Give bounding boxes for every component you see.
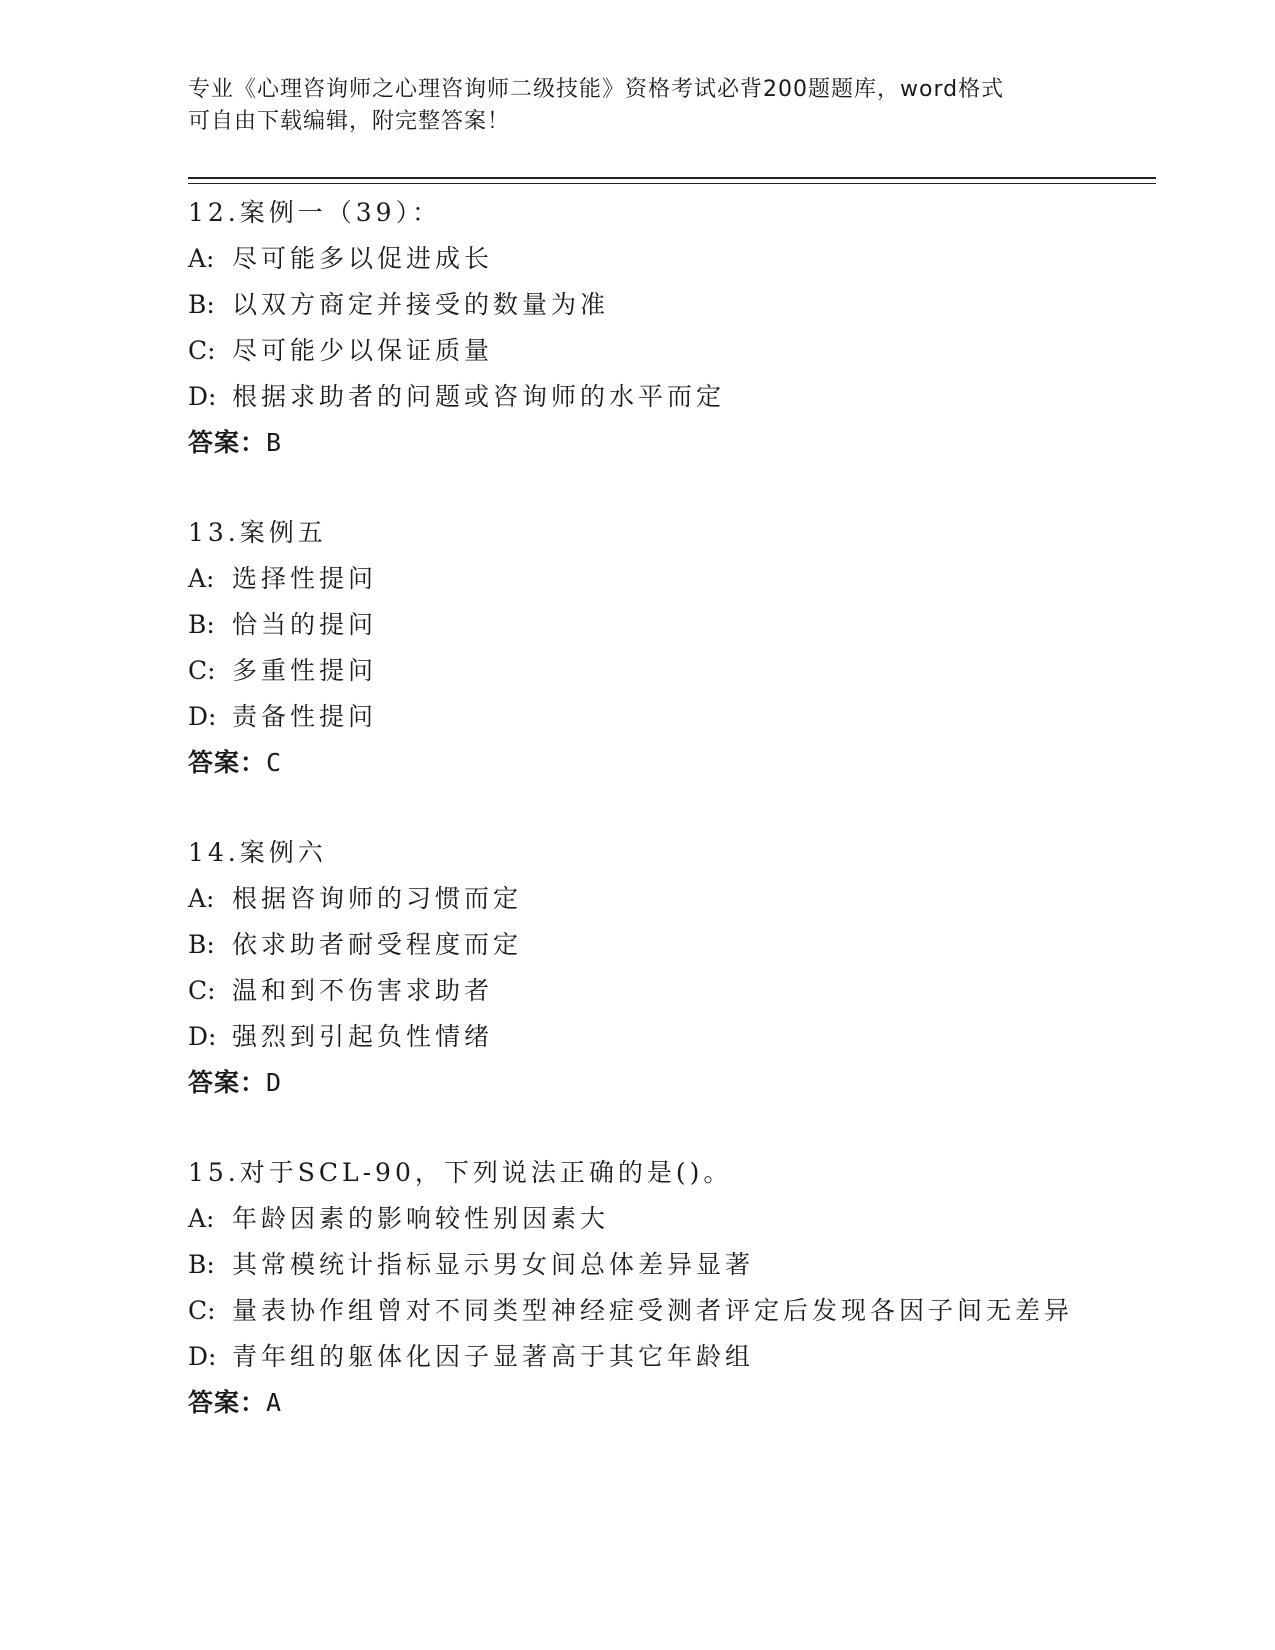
option-key: D: [188, 702, 217, 731]
option-key: B: [188, 290, 215, 319]
answer-label: 答案： [188, 428, 267, 457]
answer-value: B [266, 428, 283, 457]
option-c [188, 968, 1148, 1014]
option-d [188, 694, 1148, 740]
option-text: 尽可能少以保证质量 [232, 336, 494, 365]
question-stem: 13.案例五 [188, 518, 327, 547]
answer-label: 答案： [188, 1388, 267, 1417]
answer-value: D [266, 1068, 283, 1097]
option-d [188, 1014, 1148, 1060]
option-text: 多重性提问 [232, 656, 378, 685]
option-d [188, 1334, 1148, 1380]
option-key: C: [188, 656, 216, 685]
answer-value: A [266, 1388, 283, 1417]
option-d [188, 374, 1148, 420]
option-text: 根据求助者的问题或咨询师的水平而定 [232, 382, 726, 411]
answer-line [188, 740, 1148, 786]
option-text: 根据咨询师的习惯而定 [232, 884, 523, 913]
option-key: A: [188, 884, 215, 913]
answer-line [188, 1380, 1148, 1426]
option-text: 恰当的提问 [232, 610, 378, 639]
header-line-2: 可自由下载编辑，附完整答案！ [188, 109, 511, 134]
option-key: D: [188, 382, 217, 411]
option-key: D: [188, 1022, 217, 1051]
option-a [188, 876, 1148, 922]
question-stem: 15.对于SCL-90，下列说法正确的是()。 [188, 1158, 733, 1187]
option-text: 以双方商定并接受的数量为准 [232, 290, 610, 319]
option-text: 青年组的躯体化因子显著高于其它年龄组 [232, 1342, 755, 1371]
option-key: B: [188, 930, 215, 959]
option-text: 强烈到引起负性情绪 [232, 1022, 494, 1051]
option-a [188, 1196, 1148, 1242]
option-key: B: [188, 1250, 215, 1279]
question-stem: 12.案例一（39）： [188, 198, 442, 227]
option-a [188, 236, 1148, 282]
answer-label: 答案： [188, 748, 267, 777]
header-divider-thick [188, 177, 1156, 179]
answer-value: C [266, 748, 283, 777]
option-key: A: [188, 564, 215, 593]
question-15 [188, 1150, 1148, 1426]
option-text: 量表协作组曾对不同类型神经症受测者评定后发现各因子间无差异 [232, 1296, 1074, 1325]
option-c [188, 1288, 1148, 1334]
option-text: 责备性提问 [232, 702, 378, 731]
question-list [188, 190, 1148, 1470]
option-text: 年龄因素的影响较性别因素大 [232, 1204, 610, 1233]
answer-line [188, 420, 1148, 466]
document-header [188, 74, 1088, 138]
option-key: C: [188, 976, 216, 1005]
option-text: 选择性提问 [232, 564, 378, 593]
header-line-1: 专业《心理咨询师之心理咨询师二级技能》资格考试必背200题题库，word格式 [188, 77, 1005, 102]
option-key: C: [188, 336, 216, 365]
option-c [188, 328, 1148, 374]
option-key: B: [188, 610, 215, 639]
option-b [188, 1242, 1148, 1288]
option-key: A: [188, 244, 215, 273]
answer-label: 答案： [188, 1068, 267, 1097]
option-key: C: [188, 1296, 216, 1325]
option-key: A: [188, 1204, 215, 1233]
answer-line [188, 1060, 1148, 1106]
option-text: 温和到不伤害求助者 [232, 976, 494, 1005]
option-text: 其常模统计指标显示男女间总体差异显著 [232, 1250, 755, 1279]
option-b [188, 282, 1148, 328]
option-b [188, 922, 1148, 968]
header-divider-thin [188, 183, 1156, 184]
question-14 [188, 830, 1148, 1106]
question-stem: 14.案例六 [188, 838, 327, 867]
question-12 [188, 190, 1148, 466]
option-c [188, 648, 1148, 694]
option-a [188, 556, 1148, 602]
option-text: 依求助者耐受程度而定 [232, 930, 523, 959]
question-13 [188, 510, 1148, 786]
option-key: D: [188, 1342, 217, 1371]
option-b [188, 602, 1148, 648]
option-text: 尽可能多以促进成长 [232, 244, 494, 273]
